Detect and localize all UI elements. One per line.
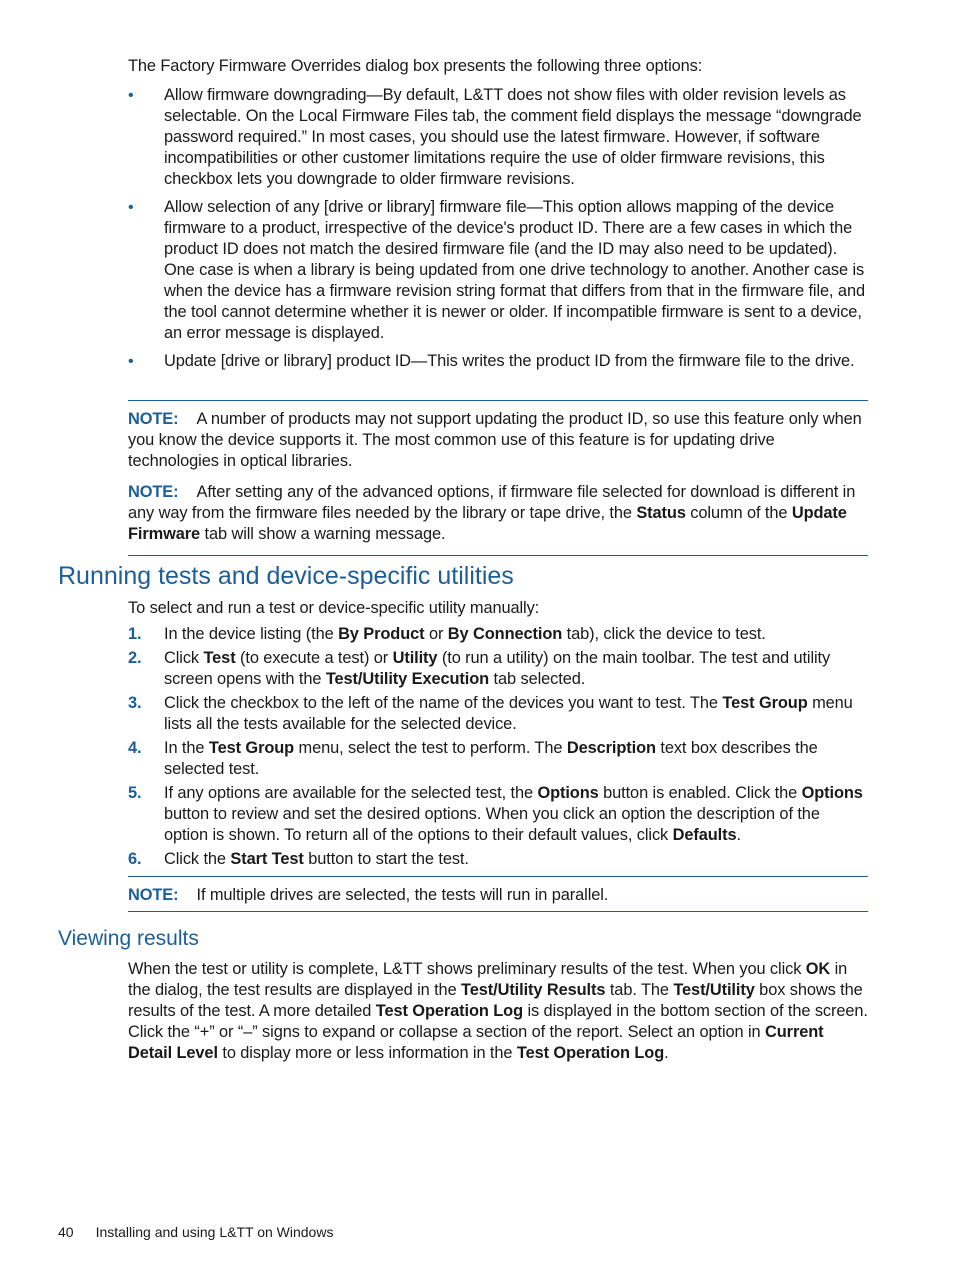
step-number: 4.: [128, 739, 142, 757]
results-bold: Test Operation Log: [375, 1002, 524, 1020]
step-bold: Test Group: [722, 694, 808, 712]
note-text: A number of products may not support updating the product ID, so use this feature only when you know the device supports it. The most common use of this feature is for updating drive technologies in optical libraries.: [128, 410, 862, 470]
note-bold-status: Status: [636, 504, 686, 522]
step-text: or: [424, 625, 448, 643]
step-bold: Options: [537, 784, 599, 802]
step-text: Click: [164, 649, 204, 667]
note-label: NOTE:: [128, 410, 179, 428]
note-text: column of the: [685, 504, 792, 522]
step-bold: Test: [203, 649, 236, 667]
step-text: button to start the test.: [303, 850, 469, 868]
step-bold: Description: [566, 739, 656, 757]
section-heading: Running tests and device-specific utilities: [58, 562, 514, 590]
option-text: Allow selection of any [drive or library] firmware file—This option allows mapping of the device firmware to a product, irrespective of the device's product ID. There are a few cases in which the product ID does not match the desired firmware file (and the ID may also need to be updated). One case is when a library is being updated from one drive technology to another. Another case is when the device has a firmware revision string format that differs from that in the firmware file, and the tool cannot determine whether it is newer or older. If incompatible firmware is sent to a device, an error message is displayed.: [164, 198, 865, 342]
subsection-heading: Viewing results: [58, 927, 199, 950]
step-bold: Test Group: [208, 739, 295, 757]
step-bold: Test/Utility Execution: [325, 670, 490, 688]
list-item: [128, 783, 868, 846]
list-item: [128, 849, 868, 870]
results-bold: Test/Utility Results: [461, 981, 606, 999]
step-text: Click the checkbox to the left of the name of the devices you want to test. The: [164, 694, 723, 712]
note-text: After setting any of the advanced options, if firmware file selected for download is different in any way from the firmware files needed by the library or tape drive, the: [128, 483, 856, 522]
step-number: 6.: [128, 850, 142, 868]
results-text: to display more or less information in the: [217, 1044, 517, 1062]
list-item: [128, 738, 868, 780]
step-bold: Defaults: [672, 826, 737, 844]
bullet-icon: •: [128, 199, 134, 216]
step-text: In the device listing (the: [164, 625, 339, 643]
page-footer: [58, 1222, 333, 1242]
footer-title: Installing and using L&TT on Windows: [95, 1224, 334, 1240]
section-intro: To select and run a test or device-specific utility manually:: [128, 599, 540, 617]
steps-list: [128, 624, 868, 873]
bullet-icon: •: [128, 353, 134, 370]
bullet-icon: •: [128, 87, 134, 104]
step-text: In the: [164, 739, 209, 757]
note-text: If multiple drives are selected, the tests will run in parallel.: [196, 886, 609, 904]
option-text: Allow firmware downgrading—By default, L&TT does not show files with older revision levels as selectable. On the Local Firmware Files tab, the comment field displays the message “downgrade password required.” In most cases, you should use the latest firmware. However, if software incompatibilities or other customer limitations require the use of older firmware revisions, this checkbox lets you downgrade to older firmware revisions.: [164, 86, 862, 188]
step-bold: By Connection: [447, 625, 563, 643]
list-item: [128, 624, 868, 645]
results-text: When the test or utility is complete, L&TT shows preliminary results of the test. When you click: [128, 960, 806, 978]
results-text: in the dialog, the test results are displayed in the: [128, 960, 848, 999]
note-paragraph: [128, 482, 868, 545]
results-bold: OK: [805, 960, 831, 978]
note-label: NOTE:: [128, 483, 179, 501]
step-text: menu lists all the tests available for the selected device.: [164, 694, 853, 733]
step-bold: By Product: [338, 625, 425, 643]
step-text: .: [736, 826, 741, 844]
step-text: tab), click the device to test.: [562, 625, 766, 643]
step-bold: Start Test: [230, 850, 304, 868]
note-box-override: [128, 400, 868, 556]
step-text: button is enabled. Click the: [598, 784, 802, 802]
step-text: (to execute a test) or: [235, 649, 393, 667]
note-paragraph: [128, 885, 868, 906]
note-label: NOTE:: [128, 886, 179, 904]
step-number: 2.: [128, 649, 142, 667]
step-text: button to review and set the desired options. When you click an option the description of the option is shown. To return all of the options to their default values, click: [164, 805, 820, 844]
results-text: .: [664, 1044, 669, 1062]
list-item: [128, 648, 868, 690]
step-number: 3.: [128, 694, 142, 712]
step-text: If any options are available for the selected test, the: [164, 784, 538, 802]
list-item: [128, 693, 868, 735]
results-text: tab. The: [605, 981, 674, 999]
step-number: 1.: [128, 625, 142, 643]
step-bold: Options: [801, 784, 863, 802]
step-number: 5.: [128, 784, 142, 802]
results-text: is displayed in the bottom section of the screen. Click the “+” or “–” signs to expand or collapse a section of the report. Select an option in: [128, 1002, 868, 1041]
note-bold-update-firmware: Update Firmware: [128, 504, 847, 543]
step-text: menu, select the test to perform. The: [294, 739, 567, 757]
list-item: [128, 197, 868, 344]
results-bold: Test Operation Log: [516, 1044, 665, 1062]
note-box-parallel: [128, 876, 868, 912]
step-text: Click the: [164, 850, 231, 868]
step-bold: Utility: [392, 649, 438, 667]
step-text: tab selected.: [489, 670, 586, 688]
results-paragraph: [128, 959, 868, 1064]
step-text: text box describes the selected test.: [164, 739, 818, 778]
results-bold: Test/Utility: [673, 981, 755, 999]
results-bold: Current Detail Level: [128, 1023, 824, 1062]
option-text: Update [drive or library] product ID—This writes the product ID from the firmware file to the drive.: [164, 352, 855, 370]
page-number: 40: [58, 1224, 74, 1240]
note-text: tab will show a warning message.: [200, 525, 446, 543]
step-text: (to run a utility) on the main toolbar. The test and utility screen opens with the: [164, 649, 831, 688]
intro-paragraph: The Factory Firmware Overrides dialog box presents the following three options:: [128, 57, 703, 75]
results-text: box shows the results of the test. A more detailed: [128, 981, 863, 1020]
note-paragraph: [128, 409, 868, 472]
list-item: [128, 85, 868, 190]
options-list: [128, 85, 868, 379]
list-item: [128, 351, 868, 372]
